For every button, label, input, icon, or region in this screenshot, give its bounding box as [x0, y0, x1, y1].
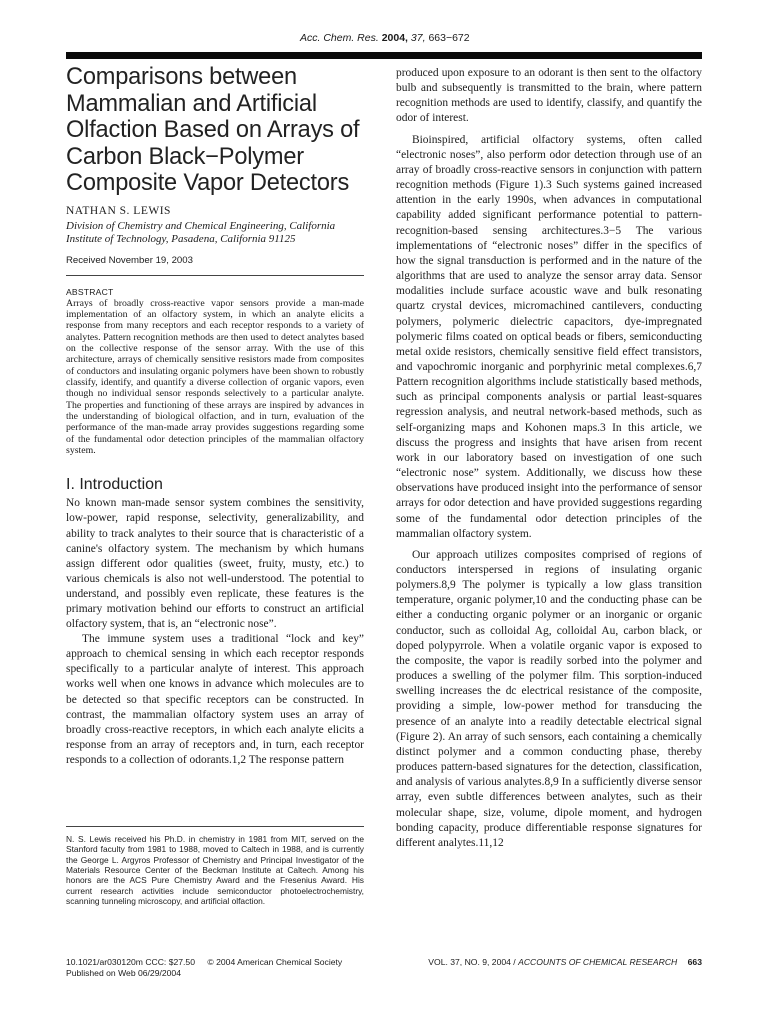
- introduction-section: [66, 476, 364, 768]
- volume-info: VOL. 37, NO. 9, 2004 /: [428, 957, 516, 967]
- abstract-text: Arrays of broadly cross-reactive vapor sensors provide a man-made implementation of an olfactory system, in which an analyte elicits a response from many receptors and each receptor responds to a variety of analytes. Pattern recognition methods are then used to detect analytes based on the collective response of the sensor array. With the use of this architecture, arrays of chemically sensitive resistors made from composites of conductors and insulating organic polymers have been shown to robustly classify, identify, and quantify a diverse collection of organic vapors, even though no individual sensor responds selectively to a particular analyte. The properties and functioning of these arrays are inspired by advances in the understanding of biological olfaction, and in turn, evaluation of the performance of the man-made array provides suggestions regarding some of the fundamental odor detection principles of the mammalian olfactory system.: [66, 297, 364, 456]
- journal-abbrev: Acc. Chem. Res.: [300, 32, 379, 44]
- journal-year: 2004,: [381, 32, 408, 44]
- left-column: [66, 64, 364, 768]
- author-biography-footnote: N. S. Lewis received his Ph.D. in chemistry in 1981 from MIT, served on the Stanford faculty from 1981 to 1988, moved to Caltech in 1988, and is currently the George L. Argyros Professor of Chemistry and Principal Investigator of the Materials Resource Center of the Beckman Institute at Caltech. Among his honors are the ACS Pure Chemistry Award and the Fresenius Award. His current research activities include semiconductor photoelectrochemistry, scanning tunneling microscopy, and artificial olfaction.: [66, 834, 364, 907]
- publication-info: [66, 957, 396, 978]
- header-rule: [66, 52, 702, 59]
- journal-pages: 663−672: [428, 32, 470, 44]
- page-footer: [428, 957, 702, 967]
- intro-paragraph: No known man-made sensor system combines the sensitivity, low-power, rapid response, selectivity, generalizability, and ability to track analytes to their source that is characteristic of a canine's olfactory system. The mechanism by which humans assign different odor qualities (sweet, fruity, musty, etc.) to various chemicals is also not well-understood. The potential to understand, and possibly even replicate, these features is the primary motivation behind our efforts to construct an artificial olfactory system, that is, an “electronic nose”.: [66, 497, 364, 631]
- abstract-heading: ABSTRACT: [66, 286, 114, 297]
- abstract-divider: [66, 275, 364, 276]
- article-title: Comparisons between Mammalian and Artificial Olfaction Based on Arrays of Carbon Black−Polymer Composite Vapor Detectors: [66, 64, 360, 196]
- footnote-divider: [66, 826, 364, 827]
- author-affiliation: Division of Chemistry and Chemical Engineering, California Institute of Technology, Pasadena, California 91125: [66, 219, 336, 245]
- body-paragraph: Bioinspired, artificial olfactory systems, often called “electronic noses”, also perform odor detection through use of an array of broadly cross-reactive sensors in conjunction with pattern recognition methods (Figure 1).3 Such systems gained increased attention in the early 1990s, when advances in computational capability added significant performance potential to pattern-recognition-based sensing architectures.3−5 The various implementations of “electronic noses” differ in the specifics of how the signal transduction is performed and in the nature of the algorithms that are used to analyze the sensor array data. Sensor modalities include surface acoustic wave and bulk resonating quartz crystal devices, micromachined cantilevers, conducting polymers, polymeric dielectric capacitors, dye-impregnated polymeric films coated on optical beads or fibers, semiconducting metal oxide resistors, chemically sensitive field effect transistors, and vapochromic inorganic and porphyrinic metal complexes.6,7 Pattern recognition algorithms include statistically based methods, such as principal components analysis or partial least-squares regression analysis, and neutral network-based methods, such as self-organizing maps and Kohonen maps.3 In this article, we discuss the progress and insights that have arisen from recent work in our laboratory based on investigation of one such “electronic nose” system. Additionally, we discuss how these observations have produced insight into the performance of sensor arrays for odor detection and have provided suggestions regarding some of the fundamental odor detection principles of the mammalian olfactory system.: [396, 133, 702, 540]
- journal-name: ACCOUNTS OF CHEMICAL RESEARCH: [518, 957, 678, 967]
- page-number: 663: [687, 957, 702, 967]
- journal-citation: [300, 32, 510, 44]
- copyright-text: © 2004 American Chemical Society: [207, 957, 343, 967]
- body-paragraph: produced upon exposure to an odorant is then sent to the olfactory bulb and subsequently is transmitted to the brain, where pattern recognition methods are used to identify, classify, and quantify the odor of interest.: [396, 67, 702, 125]
- author-name: NATHAN S. LEWIS: [66, 204, 171, 217]
- intro-paragraph: The immune system uses a traditional “lock and key” approach to chemical sensing in which each receptor responds specifically to a particular analyte of interest. This approach works well when one knows in advance which molecules are to be detected so that specific receptors can be constructed. In contrast, the mammalian olfactory system uses an array of broadly cross-reactive receptors, in which each analyte elicits a response from an array of receptors and, in turn, each receptor responds to a collection of odorants.1,2 The response pattern: [66, 633, 364, 766]
- publish-date: Published on Web 06/29/2004: [66, 967, 181, 978]
- received-date: Received November 19, 2003: [66, 254, 193, 266]
- section-heading: I. Introduction: [66, 476, 163, 494]
- body-paragraph: Our approach utilizes composites comprised of regions of conductors interspersed in regions of insulating organic polymers.8,9 The polymer is typically a low glass transition temperature, organic polymer,10 and the conducting phase can be either a conducting organic polymer or an inorganic or organic conductor, such as colloidal Ag, colloidal Au, carbon black, or doped polypyrrole. When a volatile organic vapor is exposed to the composite, the vapor is readily sorbed into the polymer and produces a swelling of the polymer film. This sorption-induced swelling increases the dc electrical resistance of the composite, providing a simple, low-power method for transducing the presence of an analyte into a readily detectable electrical signal (Figure 2). An array of such sensors, each containing a chemically distinct polymer and a common conducting phase, thereby produces pattern-based signatures for the detection, classification, and analysis of various analytes.8,9 In a sufficiently diverse sensor array, even subtle differences between analytes, such as their molecular shape, size, volume, dipole moment, and hydrogen bonding capacity, produce differentiable response signatures for different analytes.11,12: [396, 548, 702, 849]
- right-column: [396, 66, 702, 851]
- journal-volume: 37,: [410, 32, 426, 44]
- doi-text: 10.1021/ar030120m CCC: $27.50: [66, 957, 195, 967]
